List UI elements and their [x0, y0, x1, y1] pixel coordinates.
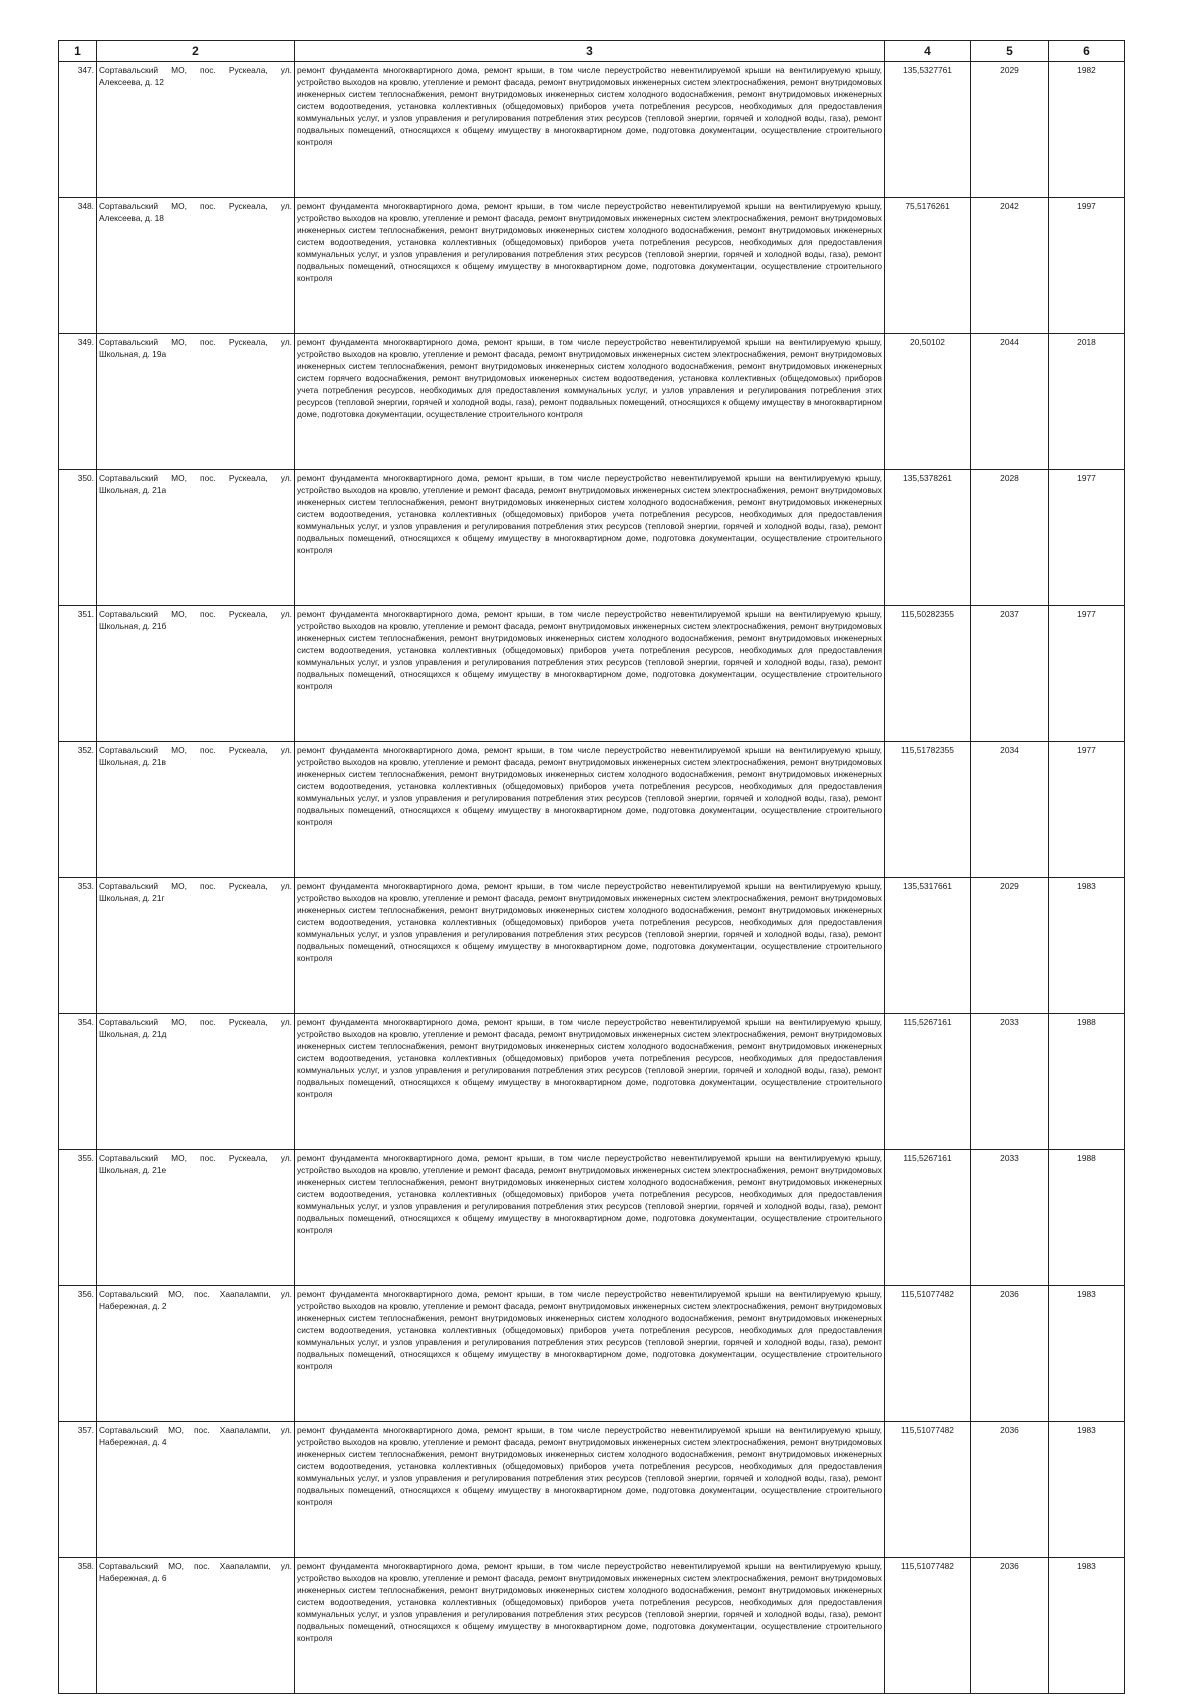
- repair-works: ремонт фундамента многоквартирного дома, ремонт крыши, в том числе переустройство невентилируемой крыши на вентилируемую крышу, устройство выходов на кровлю, утепление и ремонт фасада, ремонт внутридомовых инженерных систем электроснабжения, ремонт внутридомовых инженерных систем теплоснабжения, ремонт внутридомовых инженерных систем холодного водоснабжения, ремонт внутридомовых инженерных систем водоотведения, установка коллективных (общедомовых) приборов учета потребления ресурсов, необходимых для предоставления коммунальных услуг, и узлов управления и регулирования потребления этих ресурсов (тепловой энергии, горячей и холодной воды, газа), ремонт подвальных помещений, относящихся к общему имуществу в многоквартирном доме, подготовка документации, осуществление строительного контроля: [295, 878, 885, 1014]
- planned-year: 2036: [971, 1286, 1049, 1422]
- house-address: Сортавальский МО, пос. Хаапалампи, ул. Набережная, д. 4: [97, 1422, 295, 1558]
- col-header-4: 4: [885, 41, 971, 62]
- housing-repair-table: [58, 40, 1125, 1694]
- table-header: [59, 41, 1125, 62]
- build-year: 1977: [1049, 470, 1125, 606]
- build-year: 2018: [1049, 334, 1125, 470]
- repair-works: ремонт фундамента многоквартирного дома, ремонт крыши, в том числе переустройство невентилируемой крыши на вентилируемую крышу, устройство выходов на кровлю, утепление и ремонт фасада, ремонт внутридомовых инженерных систем электроснабжения, ремонт внутридомовых инженерных систем теплоснабжения, ремонт внутридомовых инженерных систем холодного водоснабжения, ремонт внутридомовых инженерных систем водоотведения, установка коллективных (общедомовых) приборов учета потребления ресурсов, необходимых для предоставления коммунальных услуг, и узлов управления и регулирования потребления этих ресурсов (тепловой энергии, горячей и холодной воды, газа), ремонт подвальных помещений, относящихся к общему имуществу в многоквартирном доме, подготовка документации, осуществление строительного контроля: [295, 62, 885, 198]
- cost-value: 115,51077482: [885, 1558, 971, 1694]
- header-row: [59, 41, 1125, 62]
- cost-value: 115,50282355: [885, 606, 971, 742]
- cost-value: 115,5267161: [885, 1014, 971, 1150]
- repair-works: ремонт фундамента многоквартирного дома, ремонт крыши, в том числе переустройство невентилируемой крыши на вентилируемую крышу, устройство выходов на кровлю, утепление и ремонт фасада, ремонт внутридомовых инженерных систем электроснабжения, ремонт внутридомовых инженерных систем теплоснабжения, ремонт внутридомовых инженерных систем холодного водоснабжения, ремонт внутридомовых инженерных систем горячего водоснабжения, ремонт внутридомовых инженерных систем водоотведения, установка коллективных (общедомовых) приборов учета потребления ресурсов, необходимых для предоставления коммунальных услуг, и узлов управления и регулирования потребления этих ресурсов (тепловой энергии, горячей и холодной воды, газа), ремонт подвальных помещений, относящихся к общему имуществу в многоквартирном доме, подготовка документации, осуществление строительного контроля: [295, 334, 885, 470]
- table-row: [59, 1422, 1125, 1558]
- col-header-1: 1: [59, 41, 97, 62]
- cost-value: 115,51077482: [885, 1286, 971, 1422]
- planned-year: 2029: [971, 62, 1049, 198]
- house-address: Сортавальский МО, пос. Хаапалампи, ул. Набережная, д. 2: [97, 1286, 295, 1422]
- repair-works: ремонт фундамента многоквартирного дома, ремонт крыши, в том числе переустройство невентилируемой крыши на вентилируемую крышу, устройство выходов на кровлю, утепление и ремонт фасада, ремонт внутридомовых инженерных систем электроснабжения, ремонт внутридомовых инженерных систем теплоснабжения, ремонт внутридомовых инженерных систем холодного водоснабжения, ремонт внутридомовых инженерных систем водоотведения, установка коллективных (общедомовых) приборов учета потребления ресурсов, необходимых для предоставления коммунальных услуг, и узлов управления и регулирования потребления этих ресурсов (тепловой энергии, горячей и холодной воды, газа), ремонт подвальных помещений, относящихся к общему имуществу в многоквартирном доме, подготовка документации, осуществление строительного контроля: [295, 1286, 885, 1422]
- table-body: [59, 62, 1125, 1694]
- row-number: 349.: [59, 334, 97, 470]
- col-header-5: 5: [971, 41, 1049, 62]
- house-address: Сортавальский МО, пос. Рускеала, ул. Школьная, д. 21е: [97, 1150, 295, 1286]
- cost-value: 135,5317661: [885, 878, 971, 1014]
- planned-year: 2034: [971, 742, 1049, 878]
- table-row: [59, 606, 1125, 742]
- house-address: Сортавальский МО, пос. Рускеала, ул. Школьная, д. 21а: [97, 470, 295, 606]
- cost-value: 135,5378261: [885, 470, 971, 606]
- repair-works: ремонт фундамента многоквартирного дома, ремонт крыши, в том числе переустройство невентилируемой крыши на вентилируемую крышу, устройство выходов на кровлю, утепление и ремонт фасада, ремонт внутридомовых инженерных систем электроснабжения, ремонт внутридомовых инженерных систем теплоснабжения, ремонт внутридомовых инженерных систем холодного водоснабжения, ремонт внутридомовых инженерных систем водоотведения, установка коллективных (общедомовых) приборов учета потребления ресурсов, необходимых для предоставления коммунальных услуг, и узлов управления и регулирования потребления этих ресурсов (тепловой энергии, горячей и холодной воды, газа), ремонт подвальных помещений, относящихся к общему имуществу в многоквартирном доме, подготовка документации, осуществление строительного контроля: [295, 198, 885, 334]
- repair-works: ремонт фундамента многоквартирного дома, ремонт крыши, в том числе переустройство невентилируемой крыши на вентилируемую крышу, устройство выходов на кровлю, утепление и ремонт фасада, ремонт внутридомовых инженерных систем электроснабжения, ремонт внутридомовых инженерных систем теплоснабжения, ремонт внутридомовых инженерных систем холодного водоснабжения, ремонт внутридомовых инженерных систем водоотведения, установка коллективных (общедомовых) приборов учета потребления ресурсов, необходимых для предоставления коммунальных услуг, и узлов управления и регулирования потребления этих ресурсов (тепловой энергии, горячей и холодной воды, газа), ремонт подвальных помещений, относящихся к общему имуществу в многоквартирном доме, подготовка документации, осуществление строительного контроля: [295, 742, 885, 878]
- table-row: [59, 742, 1125, 878]
- repair-works: ремонт фундамента многоквартирного дома, ремонт крыши, в том числе переустройство невентилируемой крыши на вентилируемую крышу, устройство выходов на кровлю, утепление и ремонт фасада, ремонт внутридомовых инженерных систем электроснабжения, ремонт внутридомовых инженерных систем теплоснабжения, ремонт внутридомовых инженерных систем холодного водоснабжения, ремонт внутридомовых инженерных систем водоотведения, установка коллективных (общедомовых) приборов учета потребления ресурсов, необходимых для предоставления коммунальных услуг, и узлов управления и регулирования потребления этих ресурсов (тепловой энергии, горячей и холодной воды, газа), ремонт подвальных помещений, относящихся к общему имуществу в многоквартирном доме, подготовка документации, осуществление строительного контроля: [295, 1014, 885, 1150]
- cost-value: 115,5267161: [885, 1150, 971, 1286]
- table-row: [59, 334, 1125, 470]
- planned-year: 2037: [971, 606, 1049, 742]
- repair-works: ремонт фундамента многоквартирного дома, ремонт крыши, в том числе переустройство невентилируемой крыши на вентилируемую крышу, устройство выходов на кровлю, утепление и ремонт фасада, ремонт внутридомовых инженерных систем электроснабжения, ремонт внутридомовых инженерных систем теплоснабжения, ремонт внутридомовых инженерных систем холодного водоснабжения, ремонт внутридомовых инженерных систем водоотведения, установка коллективных (общедомовых) приборов учета потребления ресурсов, необходимых для предоставления коммунальных услуг, и узлов управления и регулирования потребления этих ресурсов (тепловой энергии, горячей и холодной воды, газа), ремонт подвальных помещений, относящихся к общему имуществу в многоквартирном доме, подготовка документации, осуществление строительного контроля: [295, 1422, 885, 1558]
- repair-works: ремонт фундамента многоквартирного дома, ремонт крыши, в том числе переустройство невентилируемой крыши на вентилируемую крышу, устройство выходов на кровлю, утепление и ремонт фасада, ремонт внутридомовых инженерных систем электроснабжения, ремонт внутридомовых инженерных систем теплоснабжения, ремонт внутридомовых инженерных систем холодного водоснабжения, ремонт внутридомовых инженерных систем водоотведения, установка коллективных (общедомовых) приборов учета потребления ресурсов, необходимых для предоставления коммунальных услуг, и узлов управления и регулирования потребления этих ресурсов (тепловой энергии, горячей и холодной воды, газа), ремонт подвальных помещений, относящихся к общему имуществу в многоквартирном доме, подготовка документации, осуществление строительного контроля: [295, 1558, 885, 1694]
- cost-value: 20,50102: [885, 334, 971, 470]
- house-address: Сортавальский МО, пос. Рускеала, ул. Алексеева, д. 18: [97, 198, 295, 334]
- planned-year: 2033: [971, 1150, 1049, 1286]
- build-year: 1983: [1049, 1558, 1125, 1694]
- build-year: 1988: [1049, 1014, 1125, 1150]
- build-year: 1982: [1049, 62, 1125, 198]
- row-number: 356.: [59, 1286, 97, 1422]
- row-number: 352.: [59, 742, 97, 878]
- row-number: 354.: [59, 1014, 97, 1150]
- house-address: Сортавальский МО, пос. Рускеала, ул. Школьная, д. 21г: [97, 878, 295, 1014]
- house-address: Сортавальский МО, пос. Рускеала, ул. Алексеева, д. 12: [97, 62, 295, 198]
- planned-year: 2044: [971, 334, 1049, 470]
- row-number: 347.: [59, 62, 97, 198]
- house-address: Сортавальский МО, пос. Хаапалампи, ул. Набережная, д. 6: [97, 1558, 295, 1694]
- build-year: 1977: [1049, 606, 1125, 742]
- planned-year: 2036: [971, 1422, 1049, 1558]
- repair-works: ремонт фундамента многоквартирного дома, ремонт крыши, в том числе переустройство невентилируемой крыши на вентилируемую крышу, устройство выходов на кровлю, утепление и ремонт фасада, ремонт внутридомовых инженерных систем электроснабжения, ремонт внутридомовых инженерных систем теплоснабжения, ремонт внутридомовых инженерных систем холодного водоснабжения, ремонт внутридомовых инженерных систем водоотведения, установка коллективных (общедомовых) приборов учета потребления ресурсов, необходимых для предоставления коммунальных услуг, и узлов управления и регулирования потребления этих ресурсов (тепловой энергии, горячей и холодной воды, газа), ремонт подвальных помещений, относящихся к общему имуществу в многоквартирном доме, подготовка документации, осуществление строительного контроля: [295, 470, 885, 606]
- planned-year: 2033: [971, 1014, 1049, 1150]
- repair-works: ремонт фундамента многоквартирного дома, ремонт крыши, в том числе переустройство невентилируемой крыши на вентилируемую крышу, устройство выходов на кровлю, утепление и ремонт фасада, ремонт внутридомовых инженерных систем электроснабжения, ремонт внутридомовых инженерных систем теплоснабжения, ремонт внутридомовых инженерных систем холодного водоснабжения, ремонт внутридомовых инженерных систем водоотведения, установка коллективных (общедомовых) приборов учета потребления ресурсов, необходимых для предоставления коммунальных услуг, и узлов управления и регулирования потребления этих ресурсов (тепловой энергии, горячей и холодной воды, газа), ремонт подвальных помещений, относящихся к общему имуществу в многоквартирном доме, подготовка документации, осуществление строительного контроля: [295, 1150, 885, 1286]
- row-number: 353.: [59, 878, 97, 1014]
- col-header-6: 6: [1049, 41, 1125, 62]
- cost-value: 135,5327761: [885, 62, 971, 198]
- table-row: [59, 1014, 1125, 1150]
- row-number: 355.: [59, 1150, 97, 1286]
- table-row: [59, 62, 1125, 198]
- col-header-3: 3: [295, 41, 885, 62]
- cost-value: 115,51077482: [885, 1422, 971, 1558]
- build-year: 1977: [1049, 742, 1125, 878]
- house-address: Сортавальский МО, пос. Рускеала, ул. Школьная, д. 19а: [97, 334, 295, 470]
- row-number: 348.: [59, 198, 97, 334]
- build-year: 1988: [1049, 1150, 1125, 1286]
- table-row: [59, 1286, 1125, 1422]
- table-row: [59, 1558, 1125, 1694]
- row-number: 350.: [59, 470, 97, 606]
- house-address: Сортавальский МО, пос. Рускеала, ул. Школьная, д. 21в: [97, 742, 295, 878]
- planned-year: 2028: [971, 470, 1049, 606]
- row-number: 351.: [59, 606, 97, 742]
- planned-year: 2029: [971, 878, 1049, 1014]
- table-row: [59, 878, 1125, 1014]
- cost-value: 115,51782355: [885, 742, 971, 878]
- house-address: Сортавальский МО, пос. Рускеала, ул. Школьная, д. 21д: [97, 1014, 295, 1150]
- repair-works: ремонт фундамента многоквартирного дома, ремонт крыши, в том числе переустройство невентилируемой крыши на вентилируемую крышу, устройство выходов на кровлю, утепление и ремонт фасада, ремонт внутридомовых инженерных систем электроснабжения, ремонт внутридомовых инженерных систем теплоснабжения, ремонт внутридомовых инженерных систем холодного водоснабжения, ремонт внутридомовых инженерных систем водоотведения, установка коллективных (общедомовых) приборов учета потребления ресурсов, необходимых для предоставления коммунальных услуг, и узлов управления и регулирования потребления этих ресурсов (тепловой энергии, горячей и холодной воды, газа), ремонт подвальных помещений, относящихся к общему имуществу в многоквартирном доме, подготовка документации, осуществление строительного контроля: [295, 606, 885, 742]
- col-header-2: 2: [97, 41, 295, 62]
- row-number: 358.: [59, 1558, 97, 1694]
- build-year: 1983: [1049, 1422, 1125, 1558]
- row-number: 357.: [59, 1422, 97, 1558]
- build-year: 1983: [1049, 878, 1125, 1014]
- table-row: [59, 198, 1125, 334]
- table-row: [59, 1150, 1125, 1286]
- build-year: 1983: [1049, 1286, 1125, 1422]
- build-year: 1997: [1049, 198, 1125, 334]
- planned-year: 2042: [971, 198, 1049, 334]
- house-address: Сортавальский МО, пос. Рускеала, ул. Школьная, д. 21б: [97, 606, 295, 742]
- table-row: [59, 470, 1125, 606]
- cost-value: 75,5176261: [885, 198, 971, 334]
- planned-year: 2036: [971, 1558, 1049, 1694]
